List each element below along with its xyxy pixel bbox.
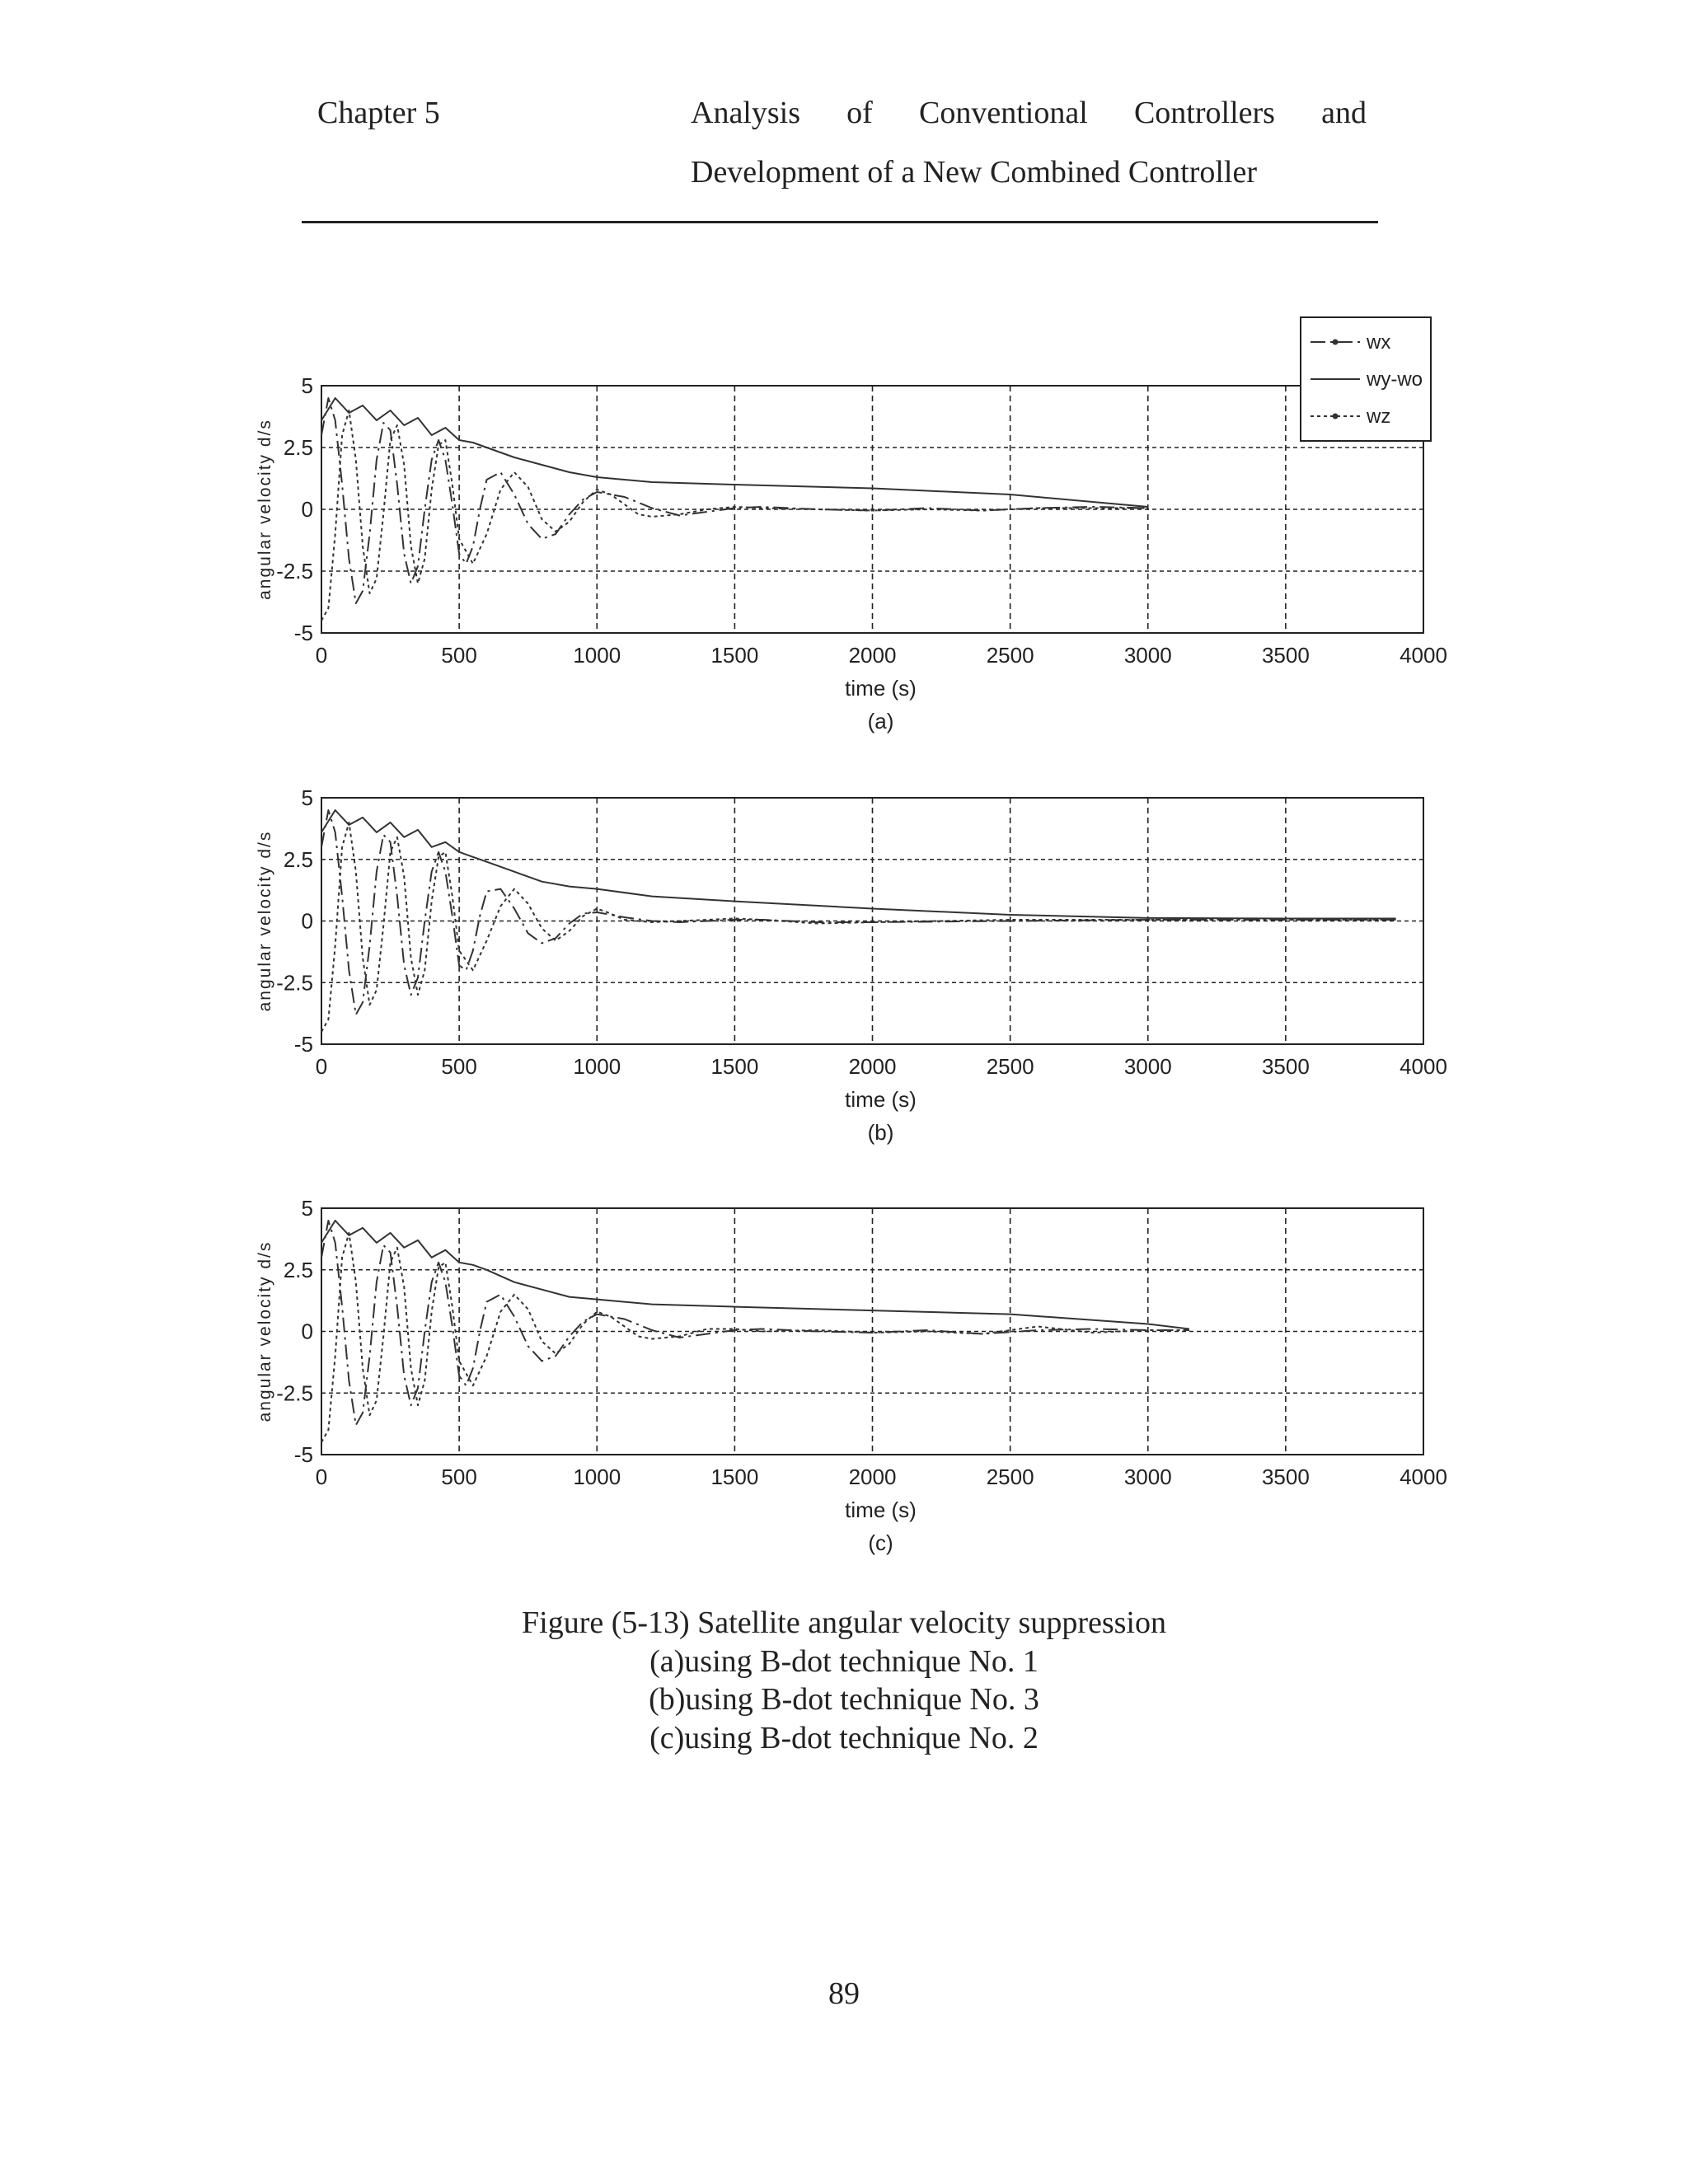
x-tick-label: 3000 (1123, 643, 1172, 668)
chart-panel-3 (256, 1196, 1447, 1555)
header-title-line-2: Development of a New Combined Controller (691, 155, 1258, 190)
x-tick-label: 1000 (573, 643, 621, 668)
legend-label-wz: wz (1367, 405, 1391, 428)
y-tick-label: 2.5 (283, 435, 313, 460)
y-tick-label: 5 (301, 1196, 313, 1221)
x-tick-label: 2500 (986, 1465, 1034, 1489)
y-axis-label: angular velocity d/s (256, 419, 274, 600)
x-axis-label: time (s) (845, 1087, 917, 1112)
legend-label-wx: wx (1367, 331, 1391, 354)
x-tick-label: 2000 (848, 1054, 897, 1079)
y-tick-label: -2.5 (276, 1380, 313, 1406)
x-tick-label: 1500 (710, 643, 759, 668)
x-tick-label: 2500 (986, 643, 1034, 668)
x-tick-label: 0 (315, 1465, 328, 1489)
x-tick-label: 2000 (848, 1465, 897, 1489)
legend-marker-wz (1333, 414, 1339, 419)
figure-caption-c: (c)using B-dot technique No. 2 (649, 1721, 1039, 1755)
y-tick-label: -5 (293, 621, 313, 645)
x-tick-label: 2000 (848, 643, 897, 668)
x-tick-label: 4000 (1400, 643, 1447, 668)
figure-caption-title: Figure (5-13) Satellite angular velocity suppression (522, 1605, 1166, 1640)
x-tick-label: 1500 (710, 1054, 759, 1079)
x-tick-label: 3500 (1261, 643, 1310, 668)
x-tick-label: 1500 (710, 1465, 759, 1489)
x-tick-label: 500 (441, 1054, 477, 1079)
y-tick-label: 0 (301, 1319, 313, 1344)
x-axis-label: time (s) (845, 676, 917, 701)
y-tick-label: 5 (301, 785, 313, 810)
x-tick-label: 3000 (1123, 1054, 1172, 1079)
figure-caption-b: (b)using B-dot technique No. 3 (649, 1682, 1039, 1717)
y-tick-label: -5 (293, 1442, 313, 1467)
chart-panel-1 (256, 373, 1447, 733)
y-tick-label: -2.5 (276, 970, 313, 996)
page-number: 89 (828, 1976, 860, 2011)
x-tick-label: 3000 (1123, 1465, 1172, 1489)
chapter-label: Chapter 5 (317, 96, 440, 130)
chart-legend (1301, 317, 1431, 441)
figure-caption-a: (a)using B-dot technique No. 1 (649, 1644, 1039, 1679)
x-tick-label: 0 (315, 643, 328, 668)
legend-marker-wx (1333, 340, 1339, 345)
y-axis-label: angular velocity d/s (256, 1240, 274, 1422)
x-tick-label: 3500 (1261, 1054, 1310, 1079)
x-tick-label: 3500 (1261, 1465, 1310, 1489)
y-tick-label: 5 (301, 373, 313, 398)
panel-label: (c) (868, 1530, 893, 1555)
y-tick-label: -2.5 (276, 559, 313, 583)
x-tick-label: 500 (441, 1465, 477, 1489)
x-tick-label: 4000 (1400, 1465, 1447, 1489)
x-axis-label: time (s) (845, 1497, 917, 1522)
x-tick-label: 4000 (1400, 1054, 1447, 1079)
x-tick-label: 2500 (986, 1054, 1034, 1079)
x-tick-label: 500 (441, 643, 477, 668)
y-axis-label: angular velocity d/s (256, 830, 274, 1012)
legend-label-wy-wo: wy-wo (1367, 368, 1423, 391)
panel-label: (b) (867, 1120, 894, 1145)
y-tick-label: 2.5 (283, 846, 313, 872)
x-tick-label: 0 (315, 1054, 328, 1079)
y-tick-label: 2.5 (283, 1257, 313, 1282)
header-title-line-1: Analysis of Conventional Controllers and (691, 96, 1367, 130)
x-tick-label: 1000 (573, 1054, 621, 1079)
y-tick-label: 0 (301, 908, 313, 934)
x-tick-label: 1000 (573, 1465, 621, 1489)
y-tick-label: -5 (293, 1032, 313, 1057)
panel-label: (a) (867, 709, 894, 733)
y-tick-label: 0 (301, 497, 313, 522)
chart-panel-2 (256, 785, 1447, 1145)
